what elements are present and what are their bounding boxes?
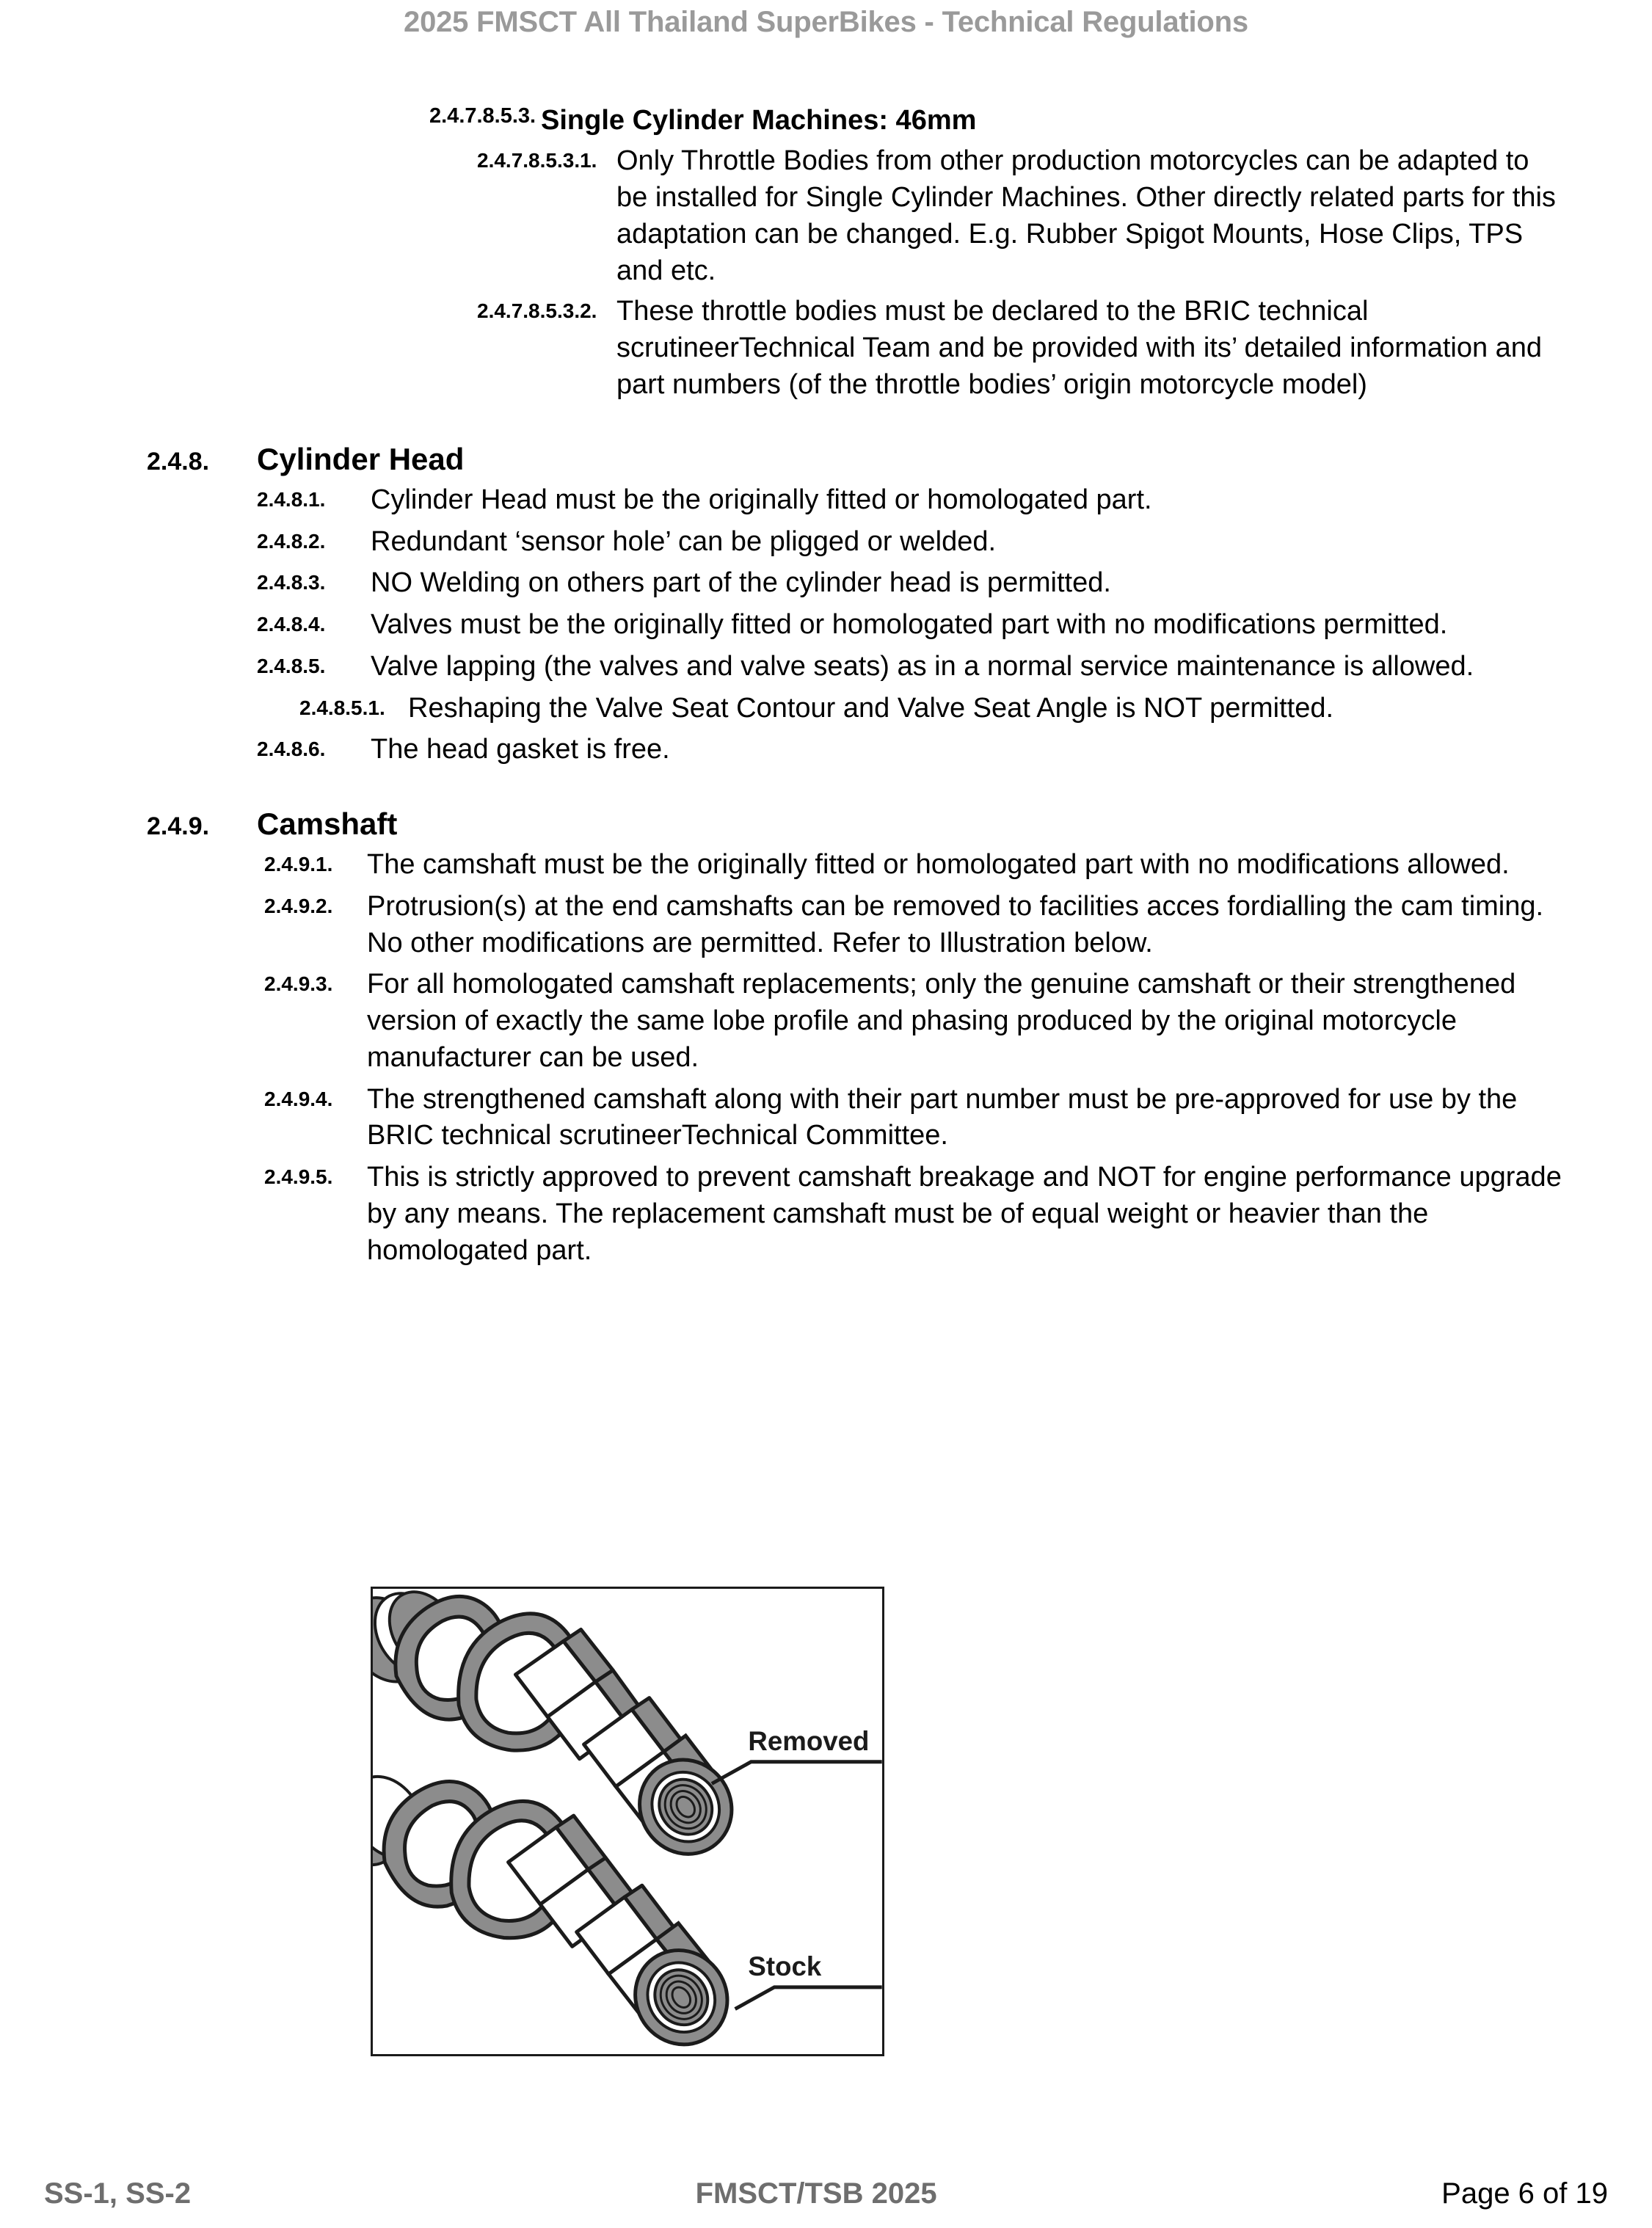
clause-2-4-8-5-1 [299, 691, 1568, 727]
clause-text: NO Welding on others part of the cylinder head is permitted. [371, 567, 1111, 599]
section-number: 2.4.9. [147, 812, 210, 841]
clause-number: 2.4.9.4. [264, 1087, 333, 1110]
section-title: Cylinder Head [257, 441, 465, 476]
clause-number: 2.4.7.8.5.3. [429, 104, 536, 128]
clause-2-4-9-2 [264, 889, 1568, 962]
clause-number: 2.4.8.6. [257, 738, 326, 761]
clause-2-4-9-5 [264, 1159, 1568, 1269]
clause-number: 2.4.8.4. [257, 613, 326, 636]
clause-text: For all homologated camshaft replacements; only the genuine camshaft or their strengthened version of exactly the same lobe profile and phasing produced by the original motorcycle manufacturer can be used. [367, 969, 1516, 1073]
clause-text: Single Cylinder Machines: 46mm [541, 105, 977, 136]
clause-number: 2.4.9.3. [264, 972, 333, 996]
footer-doc-code: FMSCT/TSB 2025 [695, 2177, 937, 2210]
clause-text: Only Throttle Bodies from other production motorcycles can be adapted to be installed for Single Cylinder Machines. Other directly related parts for this adaptation can be changed. E.g. Rubber Spigot Mounts, Hose Clips, TPS and etc. [616, 145, 1556, 286]
clause-text: The head gasket is free. [371, 734, 670, 765]
clause-2-4-9-1 [264, 847, 1568, 884]
clause-number: 2.4.8.1. [257, 487, 326, 511]
illustration-label-stock: Stock [748, 1951, 822, 1982]
spacer [0, 768, 1652, 807]
section-heading-cylinder-head [147, 442, 1568, 477]
clause-number: 2.4.7.8.5.3.1. [477, 149, 597, 172]
footer-class-codes: SS-1, SS-2 [44, 2177, 192, 2210]
camshaft-illustration [371, 1587, 884, 2056]
clause-text: The strengthened camshaft along with their part number must be pre-approved for use by the BRIC technical scrutineerTechnical Committee. [367, 1083, 1518, 1151]
clause-text: The camshaft must be the originally fitted or homologated part with no modifications allowed. [367, 849, 1510, 881]
footer-page-number: Page 6 of 19 [1441, 2177, 1608, 2210]
clause-2-4-8-6 [257, 732, 1568, 768]
clause-2-4-8-5 [257, 649, 1568, 685]
clause-2-4-8-1 [257, 482, 1568, 519]
clause-2-4-9-3 [264, 966, 1568, 1076]
illustration-label-removed: Removed [748, 1725, 870, 1756]
clause-number: 2.4.9.1. [264, 853, 333, 876]
clause-text: Valves must be the originally fitted or homologated part with no modifications permitted. [371, 609, 1448, 641]
clause-number: 2.4.9.5. [264, 1165, 333, 1189]
clause-2-4-7-8-5-3-2 [477, 294, 1568, 403]
clause-text: Reshaping the Valve Seat Contour and Valve Seat Angle is NOT permitted. [408, 692, 1334, 724]
page-header: 2025 FMSCT All Thailand SuperBikes - Technical Regulations [404, 6, 1248, 38]
section-heading-camshaft [147, 807, 1568, 842]
clause-text: Protrusion(s) at the end camshafts can be removed to facilities acces fordialling the cam timing. No other modifications are permitted. Refer to Illustration below. [367, 890, 1544, 958]
clause-number: 2.4.7.8.5.3.2. [477, 299, 597, 323]
clause-2-4-9-4 [264, 1082, 1568, 1155]
clause-text: These throttle bodies must be declared to the BRIC technical scrutineerTechnical Team and be provided with its’ detailed information and part numbers (of the throttle bodies’ origin motorcycle model) [616, 296, 1543, 400]
section-title: Camshaft [257, 807, 398, 842]
clause-2-4-8-3 [257, 565, 1568, 602]
clause-text: Redundant ‘sensor hole’ can be pligged or welded. [371, 525, 997, 557]
clause-2-4-7-8-5-3-1 [477, 143, 1568, 289]
illustration-frame [371, 1587, 884, 2056]
clause-number: 2.4.8.3. [257, 571, 326, 594]
section-number: 2.4.8. [147, 447, 210, 476]
leader-line-removed [712, 1762, 882, 1784]
leader-line-stock [735, 1987, 882, 2009]
clause-number: 2.4.8.5. [257, 654, 326, 677]
clause-number: 2.4.8.5.1. [299, 696, 385, 719]
page-footer [0, 2177, 1652, 2210]
clause-number: 2.4.8.2. [257, 529, 326, 553]
clause-text: Valve lapping (the valves and valve seats) as in a normal service maintenance is allowed. [371, 650, 1474, 682]
clause-2-4-7-8-5-3 [429, 103, 1568, 139]
clause-text: This is strictly approved to prevent camshaft breakage and NOT for engine performance upgrade by any means. The replacement camshaft must be of equal weight or heavier than the homologated part. [367, 1162, 1562, 1266]
spacer [0, 404, 1652, 442]
clause-number: 2.4.9.2. [264, 894, 333, 917]
clause-2-4-8-2 [257, 524, 1568, 561]
clause-2-4-8-4 [257, 607, 1568, 644]
clause-text: Cylinder Head must be the originally fitted or homologated part. [371, 484, 1152, 515]
document-body [0, 103, 1652, 1270]
